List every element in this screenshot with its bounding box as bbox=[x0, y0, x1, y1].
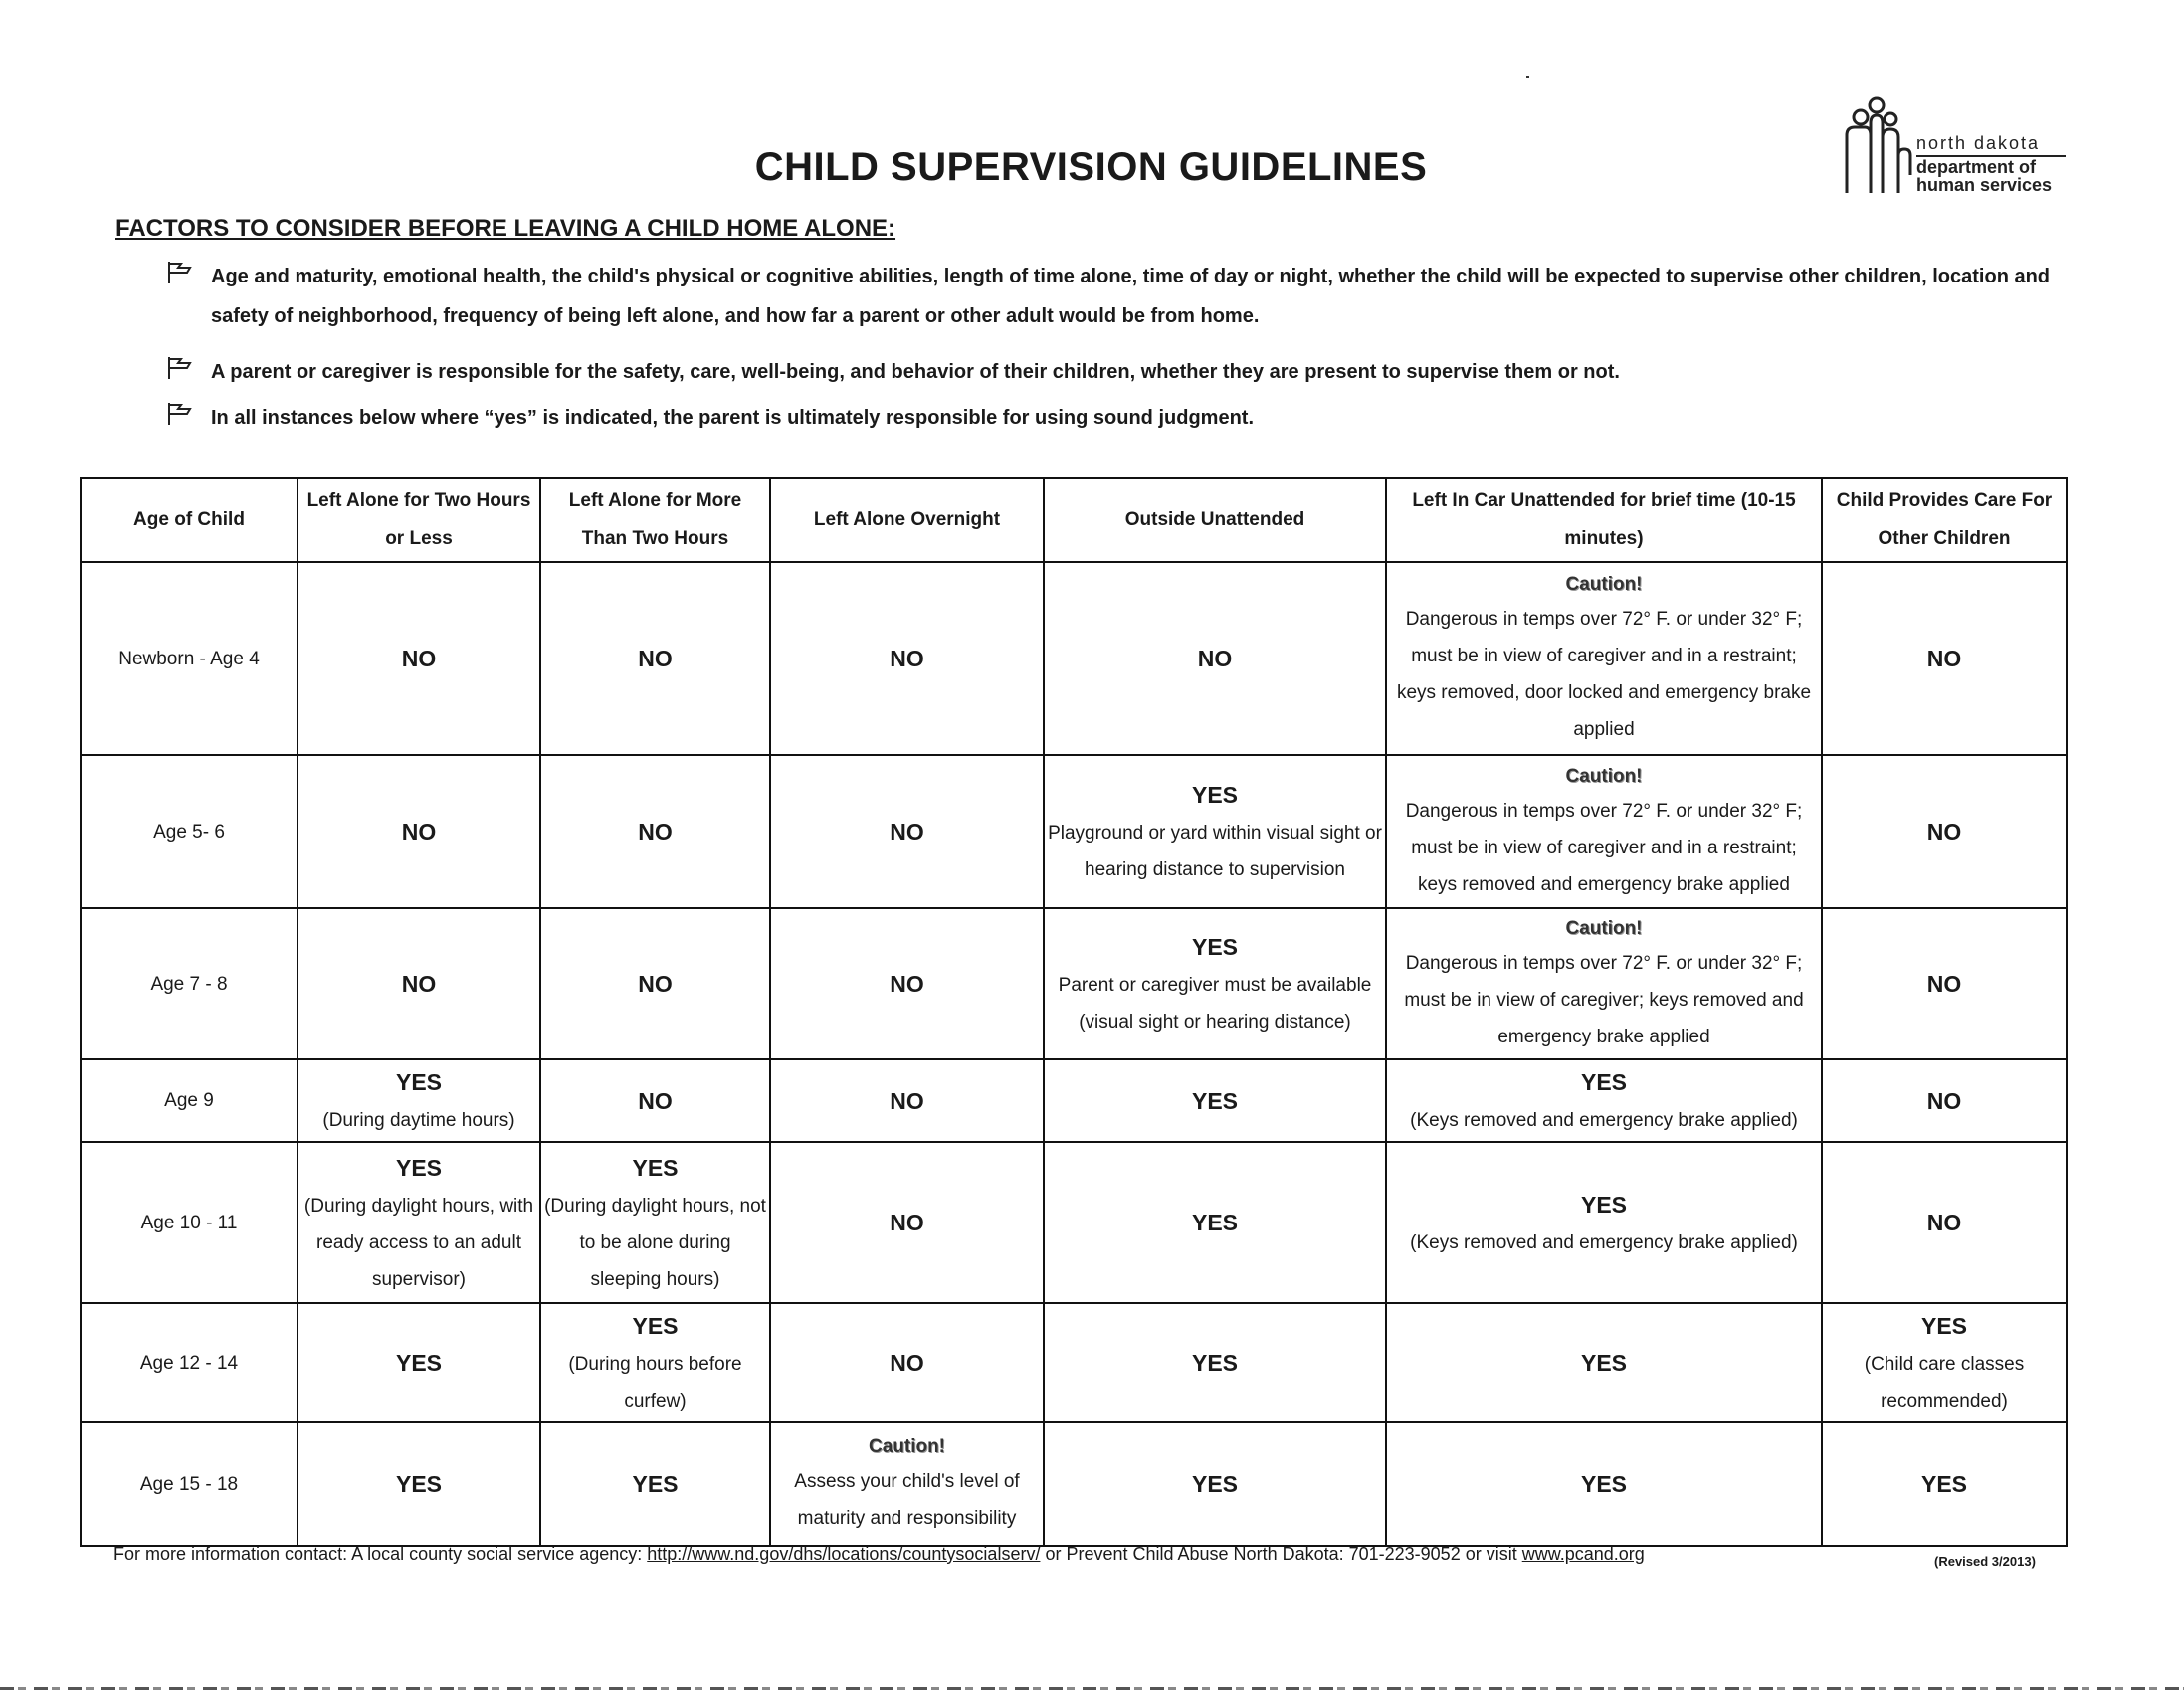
answer-note: (During hours before curfew) bbox=[568, 1354, 742, 1412]
answer-value: YES bbox=[395, 1471, 443, 1497]
family-figures-icon bbox=[1841, 95, 1912, 195]
answer-value: NO bbox=[1926, 1087, 1962, 1114]
nd-dhs-logo bbox=[1841, 95, 2070, 199]
answer-value: NO bbox=[1926, 819, 1962, 845]
answer-value: NO bbox=[401, 819, 437, 845]
guideline-cell bbox=[1044, 1059, 1386, 1142]
answer-value: YES bbox=[1191, 1210, 1239, 1235]
caution-label: Caution! bbox=[1565, 574, 1643, 595]
answer-value: NO bbox=[638, 1087, 673, 1114]
factor-bullet-1 bbox=[167, 257, 2058, 336]
table-row bbox=[81, 1059, 2067, 1142]
answer-note: (Keys removed and emergency brake applied) bbox=[1410, 1231, 1798, 1253]
age-cell: Age 5- 6 bbox=[81, 755, 298, 908]
answer-value: YES bbox=[1580, 1471, 1628, 1497]
guideline-cell bbox=[1044, 1142, 1386, 1303]
answer-value: YES bbox=[1191, 1087, 1239, 1114]
caution-label: Caution! bbox=[868, 1436, 946, 1457]
guideline-cell bbox=[770, 562, 1044, 755]
guideline-cell bbox=[770, 755, 1044, 908]
answer-value: YES bbox=[632, 1471, 679, 1497]
answer-note: Dangerous in temps over 72° F. or under 32° F; must be in view of caregiver and in a restraint; keys removed and emergency brake applied bbox=[1405, 800, 1803, 895]
guideline-cell bbox=[298, 1142, 540, 1303]
answer-value: NO bbox=[401, 971, 437, 997]
table-row bbox=[81, 1142, 2067, 1303]
guideline-cell bbox=[540, 1059, 770, 1142]
guideline-cell bbox=[770, 1422, 1044, 1546]
table-row bbox=[81, 562, 2067, 755]
guideline-cell bbox=[540, 1303, 770, 1422]
factor-text: In all instances below where “yes” is indicated, the parent is ultimately responsible for using sound judgment. bbox=[211, 407, 1254, 429]
guideline-cell bbox=[1386, 1142, 1822, 1303]
age-cell: Age 9 bbox=[81, 1059, 298, 1142]
table-row bbox=[81, 1303, 2067, 1422]
header-car: Left In Car Unattended for brief time (10-15 minutes) bbox=[1386, 478, 1822, 562]
logo-line-state: north dakota bbox=[1916, 133, 2041, 153]
guideline-cell bbox=[1822, 755, 2067, 908]
guideline-cell bbox=[298, 562, 540, 755]
answer-note: (During daytime hours) bbox=[322, 1110, 515, 1131]
header-more-than-two-hours: Left Alone for More Than Two Hours bbox=[540, 478, 770, 562]
answer-value: NO bbox=[1197, 646, 1233, 671]
factor-text: Age and maturity, emotional health, the child's physical or cognitive abilities, length of time alone, time of day or night, whether the child will be expected to supervise other children, location and safety of neighborhood, frequency of being left alone, and how far a parent or other adult would be from home. bbox=[211, 266, 2051, 327]
guideline-cell bbox=[298, 1303, 540, 1422]
footer-prefix: For more information contact: A local county social service agency: bbox=[113, 1544, 648, 1564]
answer-value: NO bbox=[401, 646, 437, 671]
answer-value: YES bbox=[632, 1154, 679, 1181]
answer-value: YES bbox=[395, 1069, 443, 1095]
guideline-cell bbox=[1822, 562, 2067, 755]
header-outside: Outside Unattended bbox=[1044, 478, 1386, 562]
answer-value: YES bbox=[1580, 1191, 1628, 1218]
guideline-cell bbox=[1044, 755, 1386, 908]
answer-note: Assess your child's level of maturity and responsibility bbox=[794, 1471, 1020, 1529]
age-cell: Age 7 - 8 bbox=[81, 908, 298, 1059]
answer-value: YES bbox=[1920, 1313, 1968, 1339]
footer-middle: or Prevent Child Abuse North Dakota: 701-223-9052 or visit bbox=[1040, 1544, 1522, 1564]
answer-value: NO bbox=[890, 1210, 924, 1235]
pcand-link[interactable]: www.pcand.org bbox=[1521, 1544, 1645, 1564]
county-services-link[interactable]: http://www.nd.gov/dhs/locations/countysocialserv/ bbox=[647, 1544, 1041, 1564]
answer-value: NO bbox=[890, 819, 924, 845]
answer-value: NO bbox=[1926, 646, 1962, 671]
answer-value: NO bbox=[638, 819, 673, 845]
guideline-cell bbox=[540, 1422, 770, 1546]
guideline-cell bbox=[298, 1422, 540, 1546]
answer-note: (During daylight hours, with ready access to an adult supervisor) bbox=[303, 1195, 534, 1290]
answer-value: NO bbox=[890, 971, 924, 997]
guideline-cell bbox=[1386, 562, 1822, 755]
guideline-cell bbox=[1044, 908, 1386, 1059]
answer-note: (Keys removed and emergency brake applied) bbox=[1410, 1110, 1798, 1131]
guideline-cell bbox=[1822, 1059, 2067, 1142]
guideline-cell bbox=[1044, 1303, 1386, 1422]
logo-line-human-services: human services bbox=[1916, 175, 2053, 195]
guideline-cell bbox=[770, 1059, 1044, 1142]
answer-note: Parent or caregiver must be available (visual sight or hearing distance) bbox=[1058, 975, 1372, 1033]
answer-value: YES bbox=[1191, 782, 1239, 808]
footer-contact bbox=[113, 1544, 1645, 1565]
answer-value: NO bbox=[890, 646, 924, 671]
guideline-cell bbox=[540, 1142, 770, 1303]
factor-bullet-3 bbox=[167, 398, 2058, 438]
age-cell: Age 10 - 11 bbox=[81, 1142, 298, 1303]
factor-bullet-2 bbox=[167, 352, 2058, 392]
answer-value: YES bbox=[1580, 1069, 1628, 1095]
guideline-cell bbox=[1044, 1422, 1386, 1546]
guideline-cell bbox=[1386, 908, 1822, 1059]
table-row bbox=[81, 755, 2067, 908]
header-overnight: Left Alone Overnight bbox=[770, 478, 1044, 562]
table-row bbox=[81, 1422, 2067, 1546]
guideline-cell bbox=[1386, 755, 1822, 908]
scan-edge-line bbox=[0, 1687, 2184, 1690]
answer-value: YES bbox=[1191, 934, 1239, 960]
flag-bullet-icon bbox=[167, 356, 193, 380]
guideline-cell bbox=[1822, 1422, 2067, 1546]
page-title: CHILD SUPERVISION GUIDELINES bbox=[754, 145, 1428, 189]
answer-value: YES bbox=[1580, 1350, 1628, 1376]
guideline-cell bbox=[770, 1303, 1044, 1422]
guideline-cell bbox=[770, 1142, 1044, 1303]
answer-note: Playground or yard within visual sight or hearing distance to supervision bbox=[1048, 823, 1382, 880]
guideline-cell bbox=[540, 755, 770, 908]
answer-value: NO bbox=[890, 1350, 924, 1376]
answer-value: NO bbox=[638, 646, 673, 671]
header-care-for-children: Child Provides Care For Other Children bbox=[1822, 478, 2067, 562]
age-cell: Newborn - Age 4 bbox=[81, 562, 298, 755]
guideline-cell bbox=[1822, 1303, 2067, 1422]
answer-note: (Child care classes recommended) bbox=[1864, 1354, 2025, 1412]
supervision-table bbox=[80, 477, 2068, 1547]
age-cell: Age 15 - 18 bbox=[81, 1422, 298, 1546]
guideline-cell bbox=[298, 755, 540, 908]
answer-value: YES bbox=[1191, 1350, 1239, 1376]
guideline-cell bbox=[298, 908, 540, 1059]
answer-note: (During daylight hours, not to be alone during sleeping hours) bbox=[544, 1195, 766, 1290]
factors-heading: FACTORS TO CONSIDER BEFORE LEAVING A CHILD HOME ALONE: bbox=[115, 215, 896, 242]
answer-value: YES bbox=[1191, 1471, 1239, 1497]
guideline-cell bbox=[1822, 908, 2067, 1059]
answer-note: Dangerous in temps over 72° F. or under 32° F; must be in view of caregiver and in a restraint; keys removed, door locked and emergency brake applied bbox=[1396, 609, 1812, 740]
logo-line-department: department of bbox=[1916, 155, 2066, 177]
answer-value: NO bbox=[1926, 971, 1962, 997]
factor-text: A parent or caregiver is responsible for the safety, care, well-being, and behavior of their children, whether they are present to supervise them or not. bbox=[211, 361, 1620, 383]
guideline-cell bbox=[1386, 1059, 1822, 1142]
guideline-cell bbox=[540, 562, 770, 755]
answer-value: NO bbox=[1926, 1210, 1962, 1235]
guideline-cell bbox=[298, 1059, 540, 1142]
flag-bullet-icon bbox=[167, 402, 193, 426]
guideline-cell bbox=[1822, 1142, 2067, 1303]
answer-value: YES bbox=[395, 1350, 443, 1376]
guideline-cell bbox=[1386, 1422, 1822, 1546]
answer-value: YES bbox=[1920, 1471, 1968, 1497]
answer-value: YES bbox=[632, 1313, 679, 1339]
header-age: Age of Child bbox=[81, 478, 298, 562]
answer-value: YES bbox=[395, 1154, 443, 1181]
revised-date: (Revised 3/2013) bbox=[1934, 1554, 2036, 1569]
caution-label: Caution! bbox=[1565, 917, 1643, 939]
guideline-cell bbox=[1386, 1303, 1822, 1422]
scan-speck bbox=[1526, 76, 1529, 78]
guideline-cell bbox=[1044, 562, 1386, 755]
answer-note: Dangerous in temps over 72° F. or under 32° F; must be in view of caregiver; keys removed and emergency brake applied bbox=[1404, 952, 1804, 1047]
flag-bullet-icon bbox=[167, 261, 193, 284]
age-cell: Age 12 - 14 bbox=[81, 1303, 298, 1422]
answer-value: NO bbox=[638, 971, 673, 997]
guideline-cell bbox=[770, 908, 1044, 1059]
caution-label: Caution! bbox=[1565, 765, 1643, 787]
guideline-cell bbox=[540, 908, 770, 1059]
header-two-hours-or-less: Left Alone for Two Hours or Less bbox=[298, 478, 540, 562]
answer-value: NO bbox=[890, 1087, 924, 1114]
table-row bbox=[81, 908, 2067, 1059]
table-header-row bbox=[81, 478, 2067, 562]
